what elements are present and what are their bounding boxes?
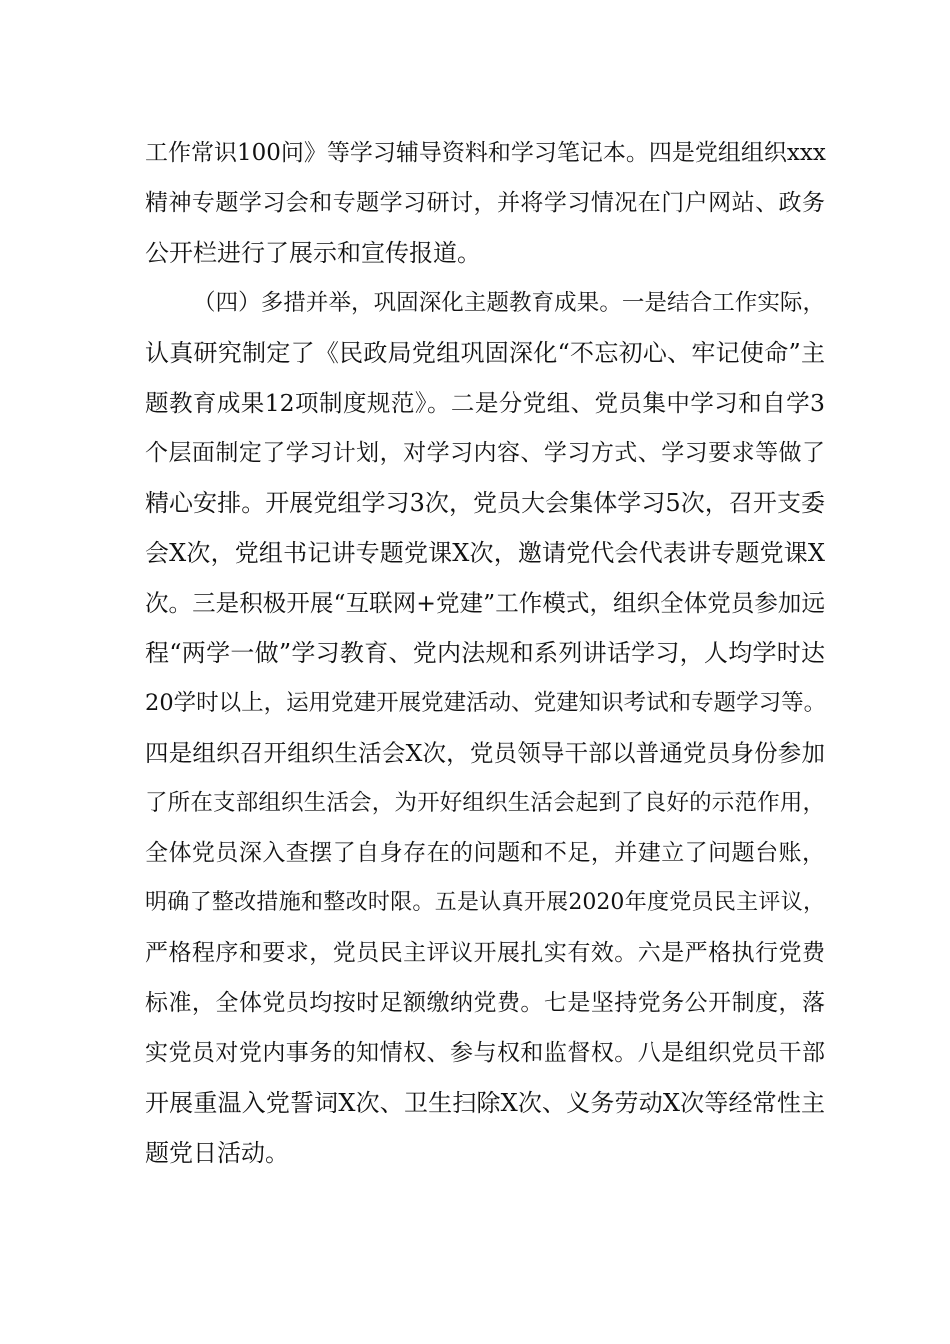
text-line: 程“两学一做”学习教育、党内法规和系列讲话学习，人均学时达 [145, 639, 825, 667]
text-line: 标准，全体党员均按时足额缴纳党费。七是坚持党务公开制度，落 [145, 990, 825, 1016]
text-line: 四是组织召开组织生活会X次，党员领导干部以普通党员身份参加 [145, 739, 825, 767]
text-line: 题党日活动。 [145, 1139, 289, 1167]
text-line: 公开栏进行了展示和宣传报道。 [145, 239, 481, 267]
text-line: 工作常识100问》等学习辅导资料和学习笔记本。四是党组组织xxx [145, 140, 826, 166]
text-line: 认真研究制定了《民政局党组巩固深化“不忘初心、牢记使命”主 [145, 339, 825, 367]
text-line: 个层面制定了学习计划，对学习内容、学习方式、学习要求等做了 [145, 440, 825, 466]
text-line: （四）多措并举，巩固深化主题教育成果。一是结合工作实际， [193, 290, 825, 316]
text-line: 严格程序和要求，党员民主评议开展扎实有效。六是严格执行党费 [145, 940, 825, 966]
text-line: 20学时以上，运用党建开展党建活动、党建知识考试和专题学习等。 [145, 690, 827, 716]
text-line: 了所在支部组织生活会，为开好组织生活会起到了良好的示范作用， [145, 790, 825, 816]
text-line: 会X次，党组书记讲专题党课X次，邀请党代会代表讲专题党课X [145, 539, 825, 567]
text-line: 题教育成果12项制度规范》。二是分党组、党员集中学习和自学3 [145, 389, 825, 417]
text-line: 开展重温入党誓词X次、卫生扫除X次、义务劳动X次等经常性主 [145, 1089, 825, 1117]
text-line: 全体党员深入查摆了自身存在的问题和不足，并建立了问题台账， [145, 840, 825, 866]
text-line: 实党员对党内事务的知情权、参与权和监督权。八是组织党员干部 [145, 1040, 825, 1066]
text-line: 精神专题学习会和专题学习研讨，并将学习情况在门户网站、政务 [145, 190, 825, 216]
text-line: 精心安排。开展党组学习3次，党员大会集体学习5次，召开支委 [145, 489, 825, 517]
text-line: 明确了整改措施和整改时限。五是认真开展2020年度党员民主评议， [145, 890, 825, 915]
text-line: 次。三是积极开展“互联网+党建”工作模式，组织全体党员参加远 [145, 589, 825, 617]
